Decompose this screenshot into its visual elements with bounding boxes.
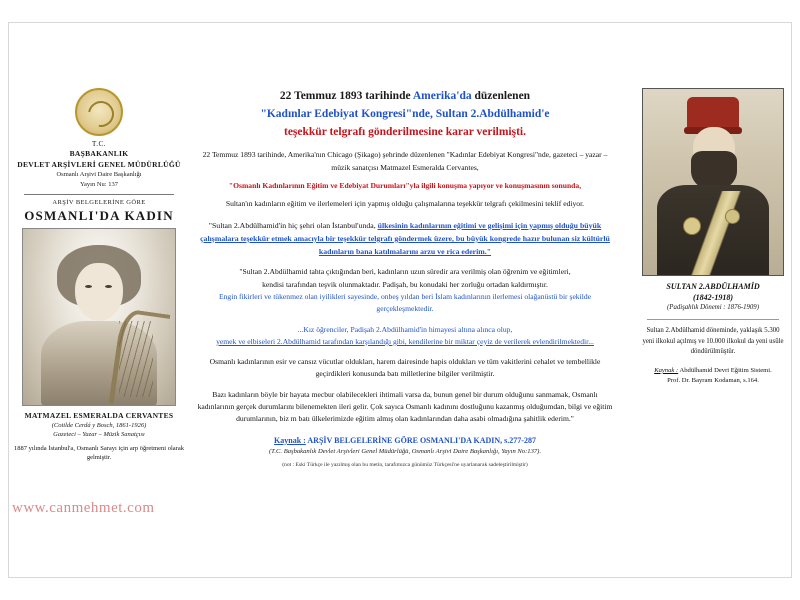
right-divider: [647, 319, 779, 320]
portrait-caption-dates: (Cotilde Cerdá y Bosch, 1861-1926): [51, 421, 147, 429]
students-quote-line-1: ...Kız öğrenciler, Padişah 2.Abdülhamid'in himayesi altına alınca olup,: [297, 324, 513, 334]
conclusion-paragraph: Bazı kadınların böyle bir hayata mecbur olabilecekleri ihtimali varsa da, bunun genel bir durum olduğunu sanmamak, Osmanlı kadınlarının gerçek durumlarını bilenemekten ileri gelir. Çok sayıca Osmanlı kadınını dostluğunu kazanmış olduğumdan, bilgi ve eğitim durumlarının, biz m batı ülkelerimizde eğitim almış olan kadınlarından daha asabi olmadığına şahitlik ederim.": [197, 389, 613, 424]
org-line-3: Osmanlı Arşivi Daire Başkanlığı: [56, 171, 142, 179]
source-title: ARŞİV BELGELERİNE GÖRE OSMANLI'DA KADIN,: [307, 435, 503, 445]
portrait-caption-role: Gazeteci – Yazar – Müzik Sanatçısı: [53, 430, 145, 438]
headline-line-1a: 22 Temmuz 1893 tarihinde: [279, 90, 413, 102]
right-source-text: Abdülhamid Devri Eğitim Sistemi.: [679, 366, 772, 374]
sultan-reign: (Padişahlık Dönemi : 1876-1909): [667, 304, 759, 312]
headline-line-2: "Kadınlar Edebiyat Kongresi"nde, Sultan 2.Abdülhamid'e: [260, 107, 550, 120]
esmeralda-cervantes-photo: [22, 228, 176, 406]
org-line-2: DEVLET ARŞİVLERİ GENEL MÜDÜRLÜĞÜ: [17, 159, 181, 169]
sultan-abdulhamid-photo: [642, 88, 784, 276]
right-source-author: Prof. Dr. Bayram Kodaman, s.164.: [667, 377, 759, 385]
speech-topic-paragraph: "Osmanlı Kadınlarının Eğitim ve Edebiyat Durumları"yla ilgili konuşma yapıyor ve konuşmasının sonunda,: [228, 181, 582, 191]
source-label: Kaynak :: [274, 435, 306, 445]
watermark: www.canmehmet.com: [12, 500, 155, 516]
headline-line-1: [196, 88, 614, 106]
harp-strings: [119, 321, 153, 397]
intro-paragraph: 22 Temmuz 1893 tarihinde, Amerika'nın Chicago (Şikago) şehrinde düzenlenen "Kadınlar Edebiyat Kongresi"nde, gazeteci – yazar – müzik sanatçısı Matmazel Esmeralda Cervantes,: [202, 150, 608, 172]
source-sub: (T.C. Başbakanlık Devlet Arşivleri Genel Müdürlüğü, Osmanlı Arşivi Daire Başkanlığı, Yayın No:137).: [268, 447, 542, 455]
ottoman-archive-emblem-icon: [75, 88, 123, 136]
headline-amerika: Amerika'da: [412, 90, 472, 102]
medal-secondary-icon: [725, 209, 740, 224]
headline-line-3: teşekkür telgrafı gönderilmesine karar verilmişti.: [284, 125, 526, 138]
photo-eye-right: [105, 285, 112, 288]
left-column: [10, 88, 188, 463]
proposal-paragraph: Sultan'ın kadınların eğitim ve ilerlemeleri için yapmış olduğu çalışmalarına teşekkür telgrafı çekilmesini teklif ediyor.: [225, 199, 585, 209]
medal-icon: [683, 217, 701, 235]
telegram-quote: [196, 219, 614, 259]
archive-subtitle: ARŞİV BELGELERİNE GÖRE: [52, 198, 146, 206]
org-line-4: Yayın Nu: 137: [80, 180, 118, 188]
source-line: [196, 436, 614, 445]
schools-note: Sultan 2.Abdülhamid döneminde, yaklaşık 5.300 yeni ilkokul açılmış ve 10.000 ilkokul da yeni usûle döndürülmüştür.: [642, 327, 784, 356]
photo-face-shape: [75, 263, 123, 321]
education-quote-line-1: "Sultan 2.Abdülhamid tahta çıktığından beri, kadınların uzun süredir ara verilmiş olan öğrenim ve eğitimleri,: [239, 267, 571, 277]
students-quote-line-2: yemek ve elbiseleri 2.Abdülhamid tarafından karşılandığı gibi, kendilerine bir miktar çeyiz de verilerek evlendirilmektedir...: [216, 336, 594, 346]
source-note: (not : Eski Türkçe ile yazılmış olan bu metin, tarafımızca günümüz Türkçesi'ne uyarlanarak sadeleştirilmiştir): [282, 461, 528, 468]
source-pages: s.277-287: [504, 435, 536, 445]
right-column: [640, 88, 786, 386]
org-line-1: BAŞBAKANLIK: [69, 149, 129, 159]
right-source: [640, 366, 786, 386]
photo-eye-left: [85, 285, 92, 288]
headline-line-1b: düzenlenen: [471, 90, 531, 102]
education-quote: [196, 266, 614, 315]
telegram-quote-blue: ülkesinin kadınlarının eğitimi ve gelişimi için yapmış olduğu büyük çalışmalara teşekkür etmek amacıyla bir teşekkür telgrafı göndermek üzere, bu büyük kongrede hazır bulunan siz kültürlü kadınların bana katılmalarını arzu ve rica ederim.": [200, 220, 610, 257]
education-quote-line-2: kendisi tarafından teşvik olunmaktadır. Padişah, bu konudaki her zorluğu ortadan kaldırmıştır.: [262, 279, 548, 289]
sultan-dates: (1842-1918): [693, 293, 733, 303]
portrait-note: 1887 yılında İstanbul'a, Osmanlı Sarayı için arp öğretmeni olarak gelmiştir.: [14, 444, 184, 462]
tc-label: T.C.: [92, 140, 106, 148]
book-title: OSMANLI'DA KADIN: [24, 207, 174, 223]
portrait-caption-name: MATMAZEL ESMERALDA CERVANTES: [24, 410, 174, 420]
sultan-name: SULTAN 2.ABDÜLHAMİD: [666, 282, 760, 291]
students-quote: [196, 324, 614, 349]
harem-paragraph: Osmanlı kadınlarının esir ve cansız vücutlar oldukları, harem dairesinde hapis oldukları ve tüm vakitlerini cehalet ve tembellikle geçirdikleri konusunda batı milletlerine bilgiler verilmiştir.: [209, 357, 601, 379]
headline: [196, 88, 614, 141]
education-quote-line-3: Engin fikirleri ve tükenmez olan iyilikleri sayesinde, onbeş yıldan beri İslam kadınlarının ilerlemesi olağanüstü bir şekilde gerçekleşmektedir.: [219, 291, 591, 314]
right-source-label: Kaynak :: [654, 366, 679, 374]
center-column: [196, 88, 614, 469]
divider: [24, 194, 174, 195]
telegram-quote-black: "Sultan 2.Abdülhamid'in hiç şehri olan İstanbul'unda,: [208, 220, 378, 230]
